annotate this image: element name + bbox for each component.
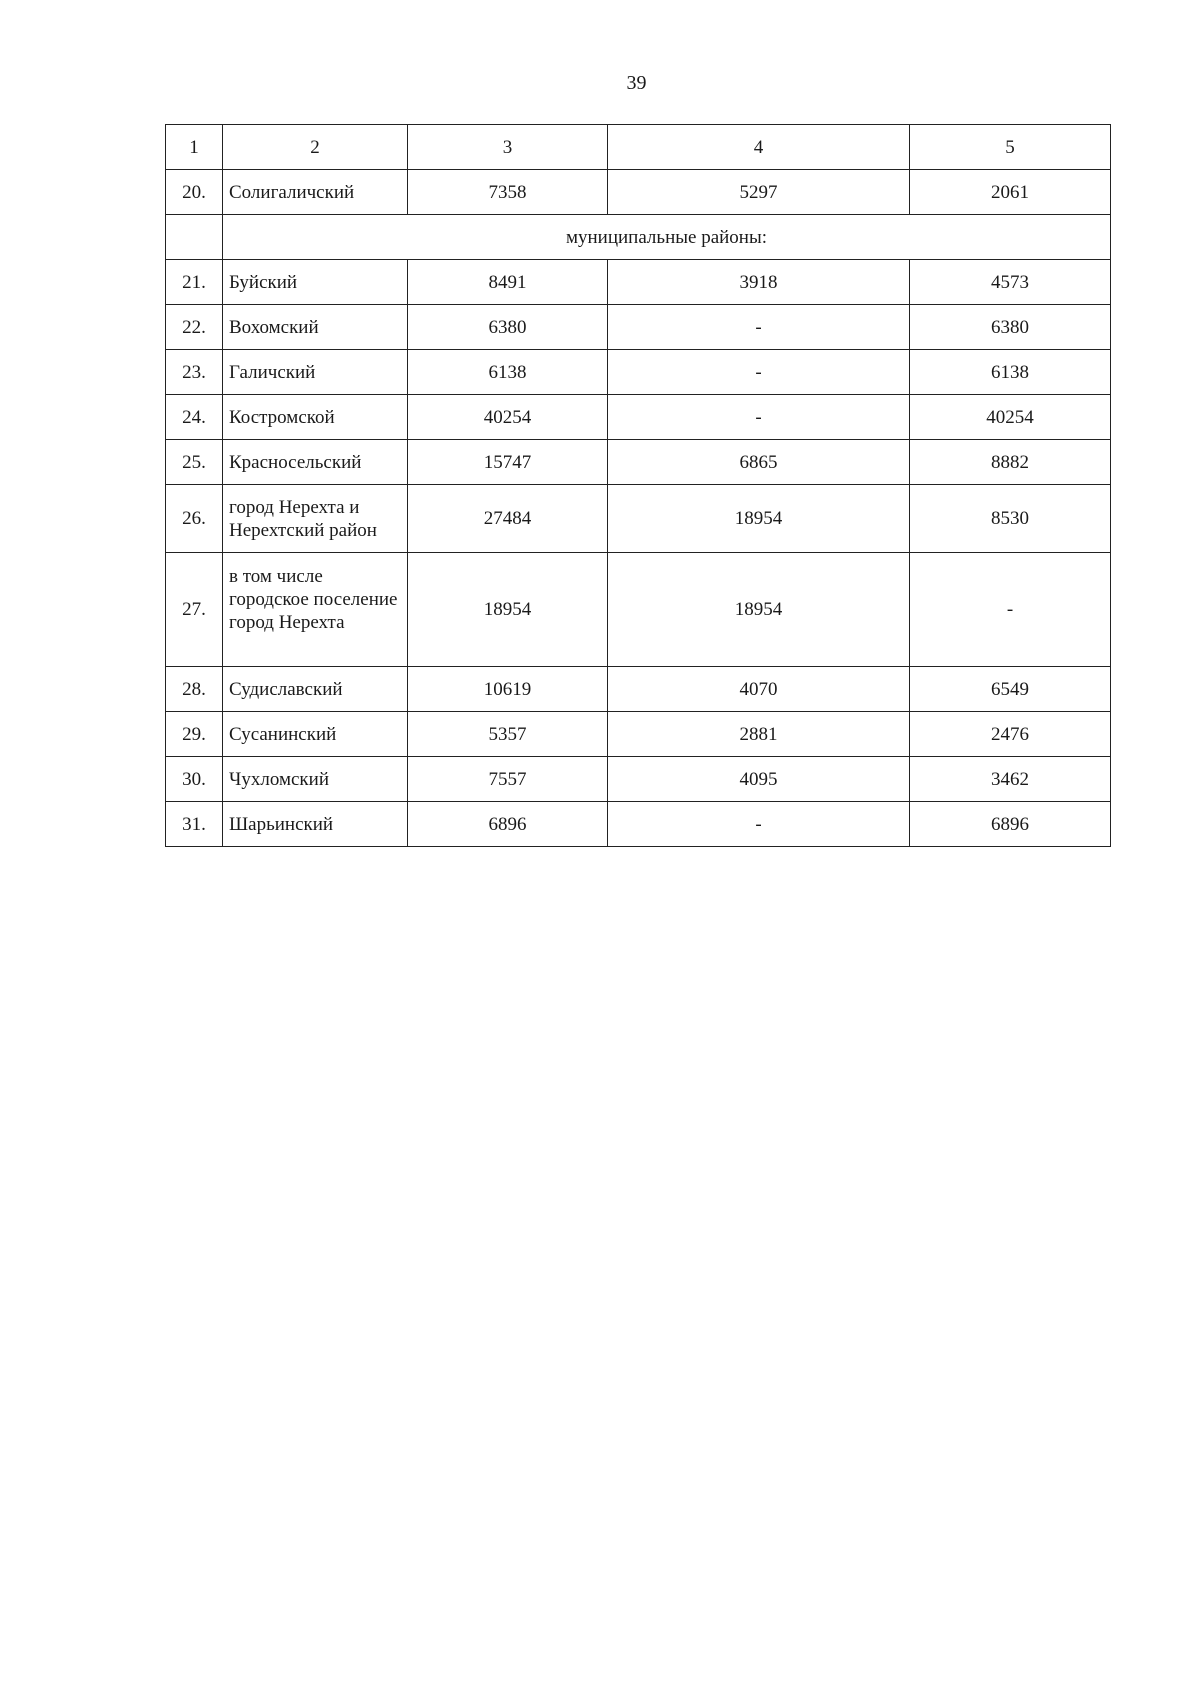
row-number: 28.	[166, 667, 223, 712]
table-row	[166, 553, 1111, 667]
table-row	[166, 712, 1111, 757]
value-col-5: 6138	[910, 350, 1111, 395]
column-header: 3	[408, 125, 608, 170]
value-col-4: 4070	[608, 667, 910, 712]
row-number: 31.	[166, 802, 223, 847]
value-col-5: 40254	[910, 395, 1111, 440]
value-col-5: 8530	[910, 485, 1111, 553]
district-name: Галичский	[223, 350, 408, 395]
value-col-5: 4573	[910, 260, 1111, 305]
row-number: 20.	[166, 170, 223, 215]
column-header: 5	[910, 125, 1111, 170]
district-name: в том числе городское поселение город Нерехта	[223, 553, 408, 667]
value-col-4: 18954	[608, 553, 910, 667]
value-col-4: 6865	[608, 440, 910, 485]
value-col-4: 5297	[608, 170, 910, 215]
value-col-5: 2061	[910, 170, 1111, 215]
value-col-3: 40254	[408, 395, 608, 440]
district-name: Сусанинский	[223, 712, 408, 757]
row-number: 24.	[166, 395, 223, 440]
district-name: Судиславский	[223, 667, 408, 712]
row-number: 23.	[166, 350, 223, 395]
value-col-5: 6380	[910, 305, 1111, 350]
value-col-3: 27484	[408, 485, 608, 553]
district-name: Красносельский	[223, 440, 408, 485]
empty-cell	[166, 215, 223, 260]
table-row	[166, 170, 1111, 215]
value-col-5: 3462	[910, 757, 1111, 802]
value-col-5: 8882	[910, 440, 1111, 485]
value-col-5: -	[910, 553, 1111, 667]
header-row	[166, 125, 1111, 170]
value-col-5: 2476	[910, 712, 1111, 757]
row-number: 25.	[166, 440, 223, 485]
table-row	[166, 757, 1111, 802]
district-name: Солигаличский	[223, 170, 408, 215]
row-number: 21.	[166, 260, 223, 305]
value-col-3: 6138	[408, 350, 608, 395]
value-col-3: 18954	[408, 553, 608, 667]
value-col-3: 15747	[408, 440, 608, 485]
table-row	[166, 260, 1111, 305]
row-number: 26.	[166, 485, 223, 553]
value-col-3: 6896	[408, 802, 608, 847]
district-name: Шарьинский	[223, 802, 408, 847]
table-row	[166, 395, 1111, 440]
value-col-4: 2881	[608, 712, 910, 757]
district-name: Чухломский	[223, 757, 408, 802]
table-row	[166, 440, 1111, 485]
column-header: 2	[223, 125, 408, 170]
value-col-4: -	[608, 350, 910, 395]
section-label: муниципальные районы:	[223, 215, 1111, 260]
table-row	[166, 802, 1111, 847]
value-col-3: 6380	[408, 305, 608, 350]
district-name: Костромской	[223, 395, 408, 440]
value-col-5: 6549	[910, 667, 1111, 712]
district-name: Вохомский	[223, 305, 408, 350]
value-col-4: -	[608, 802, 910, 847]
column-header: 1	[166, 125, 223, 170]
column-header: 4	[608, 125, 910, 170]
district-name: город Нерехта и Нерехтский район	[223, 485, 408, 553]
table-row	[166, 667, 1111, 712]
value-col-4: -	[608, 305, 910, 350]
section-row	[166, 215, 1111, 260]
row-number: 29.	[166, 712, 223, 757]
value-col-4: 4095	[608, 757, 910, 802]
table-row	[166, 350, 1111, 395]
value-col-3: 10619	[408, 667, 608, 712]
value-col-3: 8491	[408, 260, 608, 305]
value-col-5: 6896	[910, 802, 1111, 847]
page-number: 39	[626, 72, 647, 94]
value-col-4: -	[608, 395, 910, 440]
value-col-4: 18954	[608, 485, 910, 553]
table-row	[166, 305, 1111, 350]
value-col-3: 7358	[408, 170, 608, 215]
value-col-4: 3918	[608, 260, 910, 305]
data-table	[165, 124, 1111, 847]
row-number: 30.	[166, 757, 223, 802]
row-number: 22.	[166, 305, 223, 350]
value-col-3: 7557	[408, 757, 608, 802]
table-row	[166, 485, 1111, 553]
district-name: Буйский	[223, 260, 408, 305]
value-col-3: 5357	[408, 712, 608, 757]
row-number: 27.	[166, 553, 223, 667]
